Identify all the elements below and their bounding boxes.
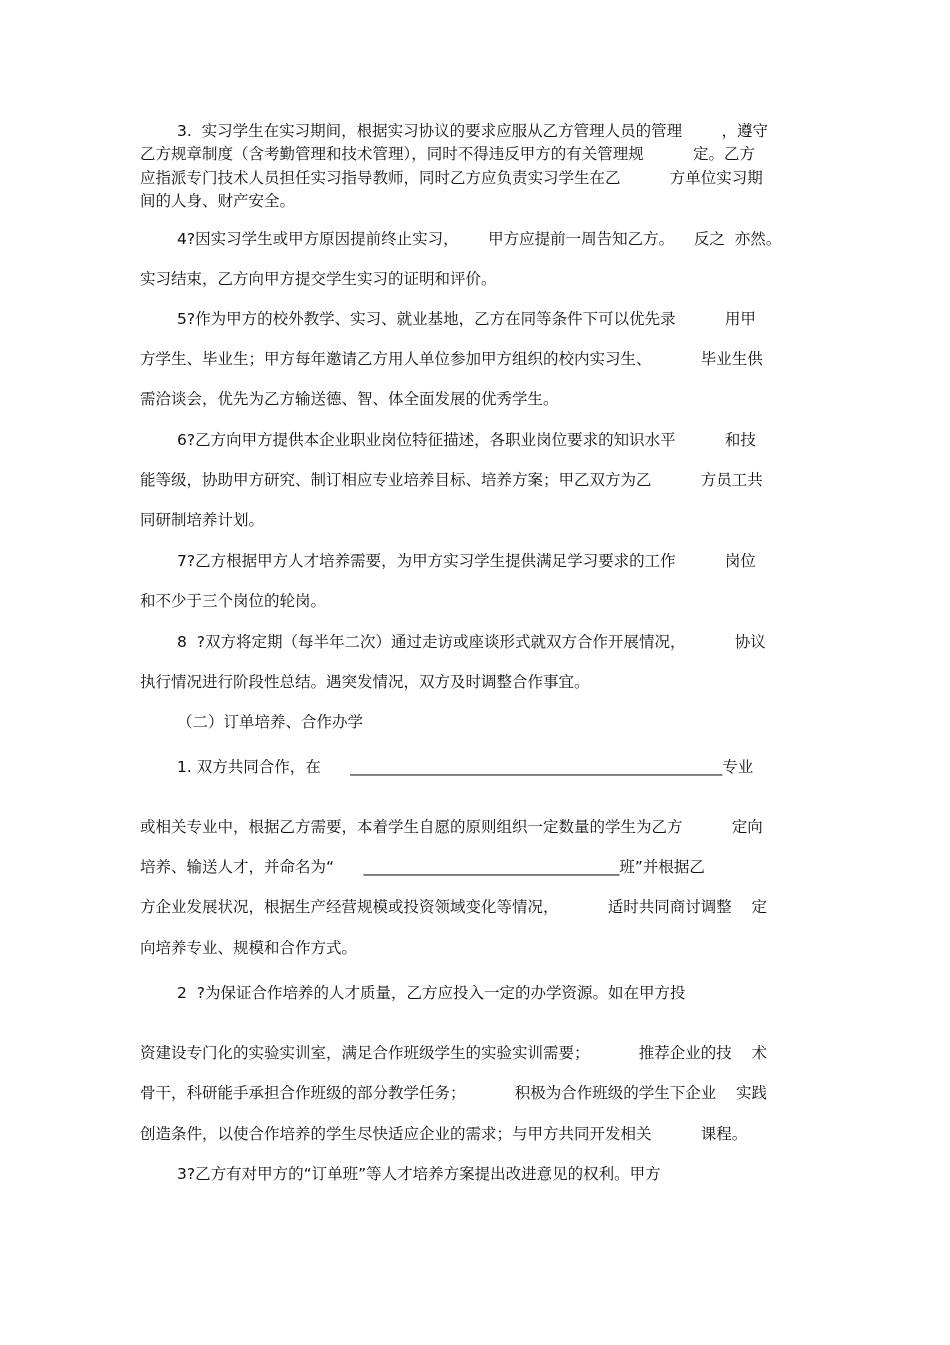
text-line xyxy=(140,388,559,410)
text-line xyxy=(177,756,753,778)
text-line xyxy=(177,550,756,572)
text-line xyxy=(177,1163,661,1185)
text-line xyxy=(140,1082,767,1104)
line-text: 方学生、毕业生；甲方每年邀请乙方用人单位参加甲方组织的校内实习生、 毕业生供 xyxy=(140,350,763,368)
line-text: 2 ?为保证合作培养的人才质量，乙方应投入一定的办学资源。如在甲方投 xyxy=(177,984,686,1002)
line-text: 3. 实习学生在实习期间，根据实习协议的要求应服从乙方管理人员的管理 ，遵守 xyxy=(177,122,769,140)
heading-text: （二）订单培养、合作办学 xyxy=(177,713,364,731)
line-text: 或相关专业中，根据乙方需要，本着学生自愿的原则组织一定数量的学生为乙方 定向 xyxy=(140,818,763,836)
line-text: 8 ?双方将定期（每半年二次）通过走访或座谈形式就双方合作开展情况， 协议 xyxy=(177,633,766,651)
line-text: 创造条件，以使合作培养的学生尽快适应企业的需求；与甲方共同开发相关 课程。 xyxy=(140,1125,748,1143)
text-line xyxy=(140,816,763,838)
text-line xyxy=(177,429,756,451)
line-text: 培养、输送人才，并命名为“ _________________________________班”并根据乙 xyxy=(140,858,705,876)
line-text: 需洽谈会，优先为乙方输送德、智、体全面发展的优秀学生。 xyxy=(140,390,559,408)
line-text: 6?乙方向甲方提供本企业职业岗位特征描述，各职业岗位要求的知识水平 和技 xyxy=(177,431,756,449)
line-text: 应指派专门技术人员担任实习指导教师，同时乙方应负责实习学生在乙 方单位实习期 xyxy=(140,169,763,187)
text-line xyxy=(177,228,781,250)
section-heading xyxy=(177,711,363,733)
line-text: 实习结束，乙方向甲方提交学生实习的证明和评价。 xyxy=(140,270,497,288)
line-text: 间的人身、财产安全。 xyxy=(140,192,296,210)
text-line xyxy=(140,937,357,959)
text-line xyxy=(140,671,590,693)
text-line xyxy=(140,590,326,612)
line-text: 向培养专业、规模和合作方式。 xyxy=(140,939,358,957)
line-text: 1. 双方共同合作，在 ________________________________________________专业 xyxy=(177,758,754,776)
line-text: 执行情况进行阶段性总结。遇突发情况，双方及时调整合作事宜。 xyxy=(140,673,590,691)
line-text: 7?乙方根据甲方人才培养需要，为甲方实习学生提供满足学习要求的工作 岗位 xyxy=(177,552,756,570)
line-text: 能等级，协助甲方研究、制订相应专业培养目标、培养方案；甲乙双方为乙 方员工共 xyxy=(140,471,763,489)
text-line xyxy=(177,631,766,653)
line-text: 和不少于三个岗位的轮岗。 xyxy=(140,592,327,610)
text-line xyxy=(140,469,763,491)
line-text: 骨干，科研能手承担合作班级的部分教学任务； 积极为合作班级的学生下企业 实践 xyxy=(140,1084,767,1102)
line-text: 3?乙方有对甲方的“订单班”等人才培养方案提出改进意见的权利。甲方 xyxy=(177,1165,661,1183)
text-line xyxy=(177,308,756,330)
text-line xyxy=(140,1042,767,1064)
text-line xyxy=(177,120,768,142)
text-line xyxy=(140,190,295,212)
text-line xyxy=(140,509,264,531)
text-line xyxy=(140,268,497,290)
line-text: 4?因实习学生或甲方原因提前终止实习， 甲方应提前一周告知乙方。 反之 亦然。 xyxy=(177,230,782,248)
line-text: 乙方规章制度（含考勤管理和技术管理），同时不得违反甲方的有关管理规 定。乙方 xyxy=(140,145,756,163)
line-text: 方企业发展状况，根据生产经营规模或投资领域变化等情况， 适时共同商讨调整 定 xyxy=(140,898,767,916)
text-line xyxy=(140,348,763,370)
line-text: 资建设专门化的实验实训室，满足合作班级学生的实验实训需要； 推荐企业的技 术 xyxy=(140,1044,767,1062)
text-line xyxy=(140,1123,747,1145)
line-text: 5?作为甲方的校外教学、实习、就业基地，乙方在同等条件下可以优先录 用甲 xyxy=(177,310,756,328)
text-line xyxy=(177,982,685,1004)
line-text: 同研制培养计划。 xyxy=(140,511,265,529)
text-line xyxy=(140,896,767,918)
text-line xyxy=(140,856,705,878)
text-line xyxy=(140,167,763,189)
text-line xyxy=(140,143,755,165)
